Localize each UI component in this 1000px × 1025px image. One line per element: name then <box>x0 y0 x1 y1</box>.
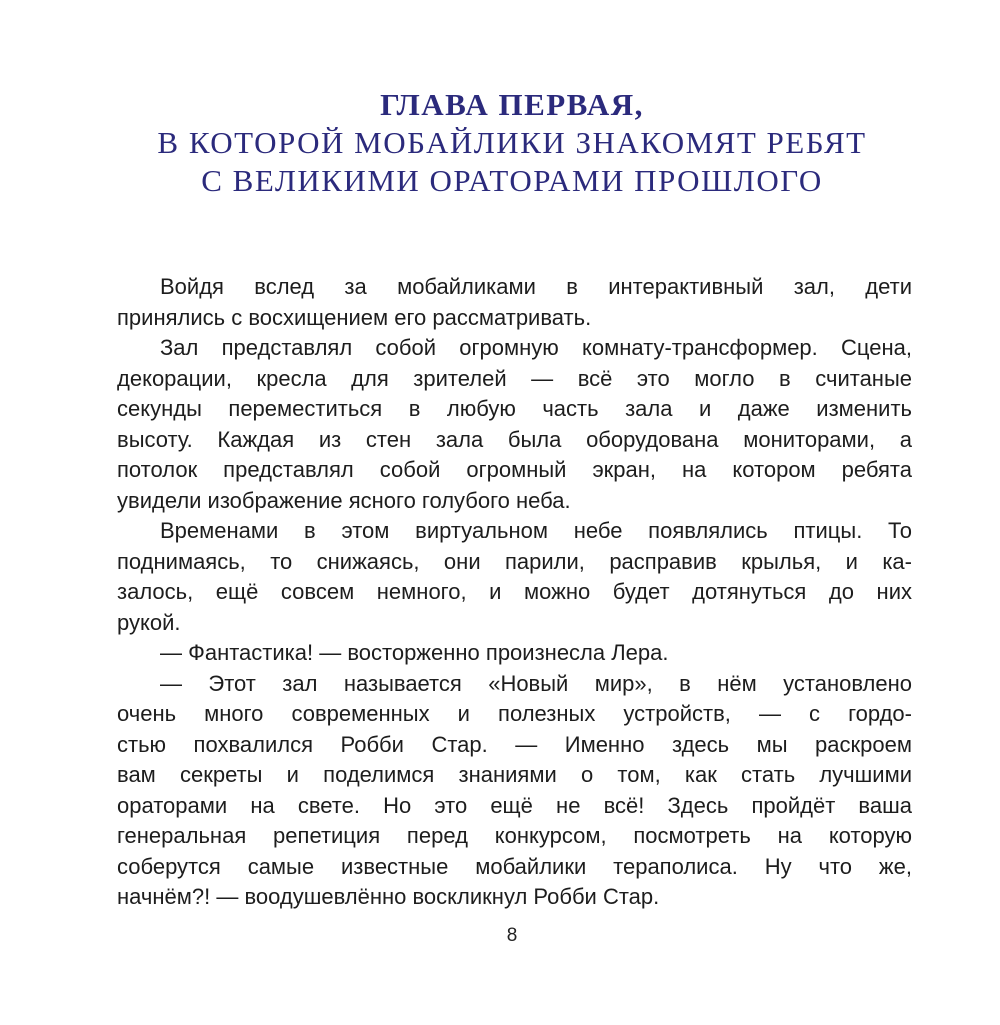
chapter-subtitle-line: В КОТОРОЙ МОБАЙЛИКИ ЗНАКОМЯТ РЕБЯТ <box>157 125 867 160</box>
text-line: начнём?! — воодушевлённо воскликнул Робби Стар. <box>117 884 660 909</box>
chapter-title <box>0 86 1000 200</box>
text-line: — Этот зал называется «Новый мир», в нём установлено <box>160 670 912 696</box>
text-line: принялись с восхищением его рассматривать. <box>117 304 592 330</box>
text-line: высоту. Каждая из стен зала была оборудована мониторами, а <box>117 426 912 452</box>
chapter-body-text <box>117 272 912 913</box>
paragraph <box>117 272 912 333</box>
text-line: потолок представлял собой огромный экран, на котором ребята <box>117 457 912 482</box>
text-line: секунды переместиться в любую часть зала и даже изменить <box>117 396 912 421</box>
text-line: очень много современных и полезных устройств, — с гордо- <box>117 701 912 726</box>
text-line: увидели изображение ясного голубого неба. <box>117 487 571 513</box>
paragraph <box>117 516 912 638</box>
text-line: поднимаясь, то снижаясь, они парили, расправив крылья, и ка- <box>117 548 912 574</box>
text-line: Зал представлял собой огромную комнату-трансформер. Сцена, <box>160 335 912 360</box>
text-line: рукой. <box>117 609 181 635</box>
page-number: 8 <box>506 925 518 946</box>
text-line: Войдя вслед за мобайликами в интерактивный зал, дети <box>160 274 912 299</box>
text-line: стью похвалился Робби Стар. — Именно здесь мы раскроем <box>117 731 912 757</box>
text-line: — Фантастика! — восторженно произнесла Лера. <box>160 640 669 665</box>
text-line: Временами в этом виртуальном небе появлялись птицы. То <box>160 518 912 543</box>
paragraph <box>117 669 912 913</box>
chapter-title-line: ГЛАВА ПЕРВАЯ, <box>380 87 644 122</box>
text-line: ораторами на свете. Но это ещё не всё! Здесь пройдёт ваша <box>117 792 912 818</box>
text-line: залось, ещё совсем немного, и можно будет дотянуться до них <box>117 579 912 604</box>
text-line: генеральная репетиция перед конкурсом, посмотреть на которую <box>117 823 912 848</box>
text-line: декорации, кресла для зрителей — всё это могло в считаные <box>117 365 912 391</box>
paragraph <box>117 333 912 516</box>
chapter-subtitle-line: С ВЕЛИКИМИ ОРАТОРАМИ ПРОШЛОГО <box>201 163 823 198</box>
text-line: соберутся самые известные мобайлики тераполиса. Ну что же, <box>117 853 912 879</box>
text-line: вам секреты и поделимся знаниями о том, как стать лучшими <box>117 762 912 787</box>
paragraph <box>117 638 912 669</box>
